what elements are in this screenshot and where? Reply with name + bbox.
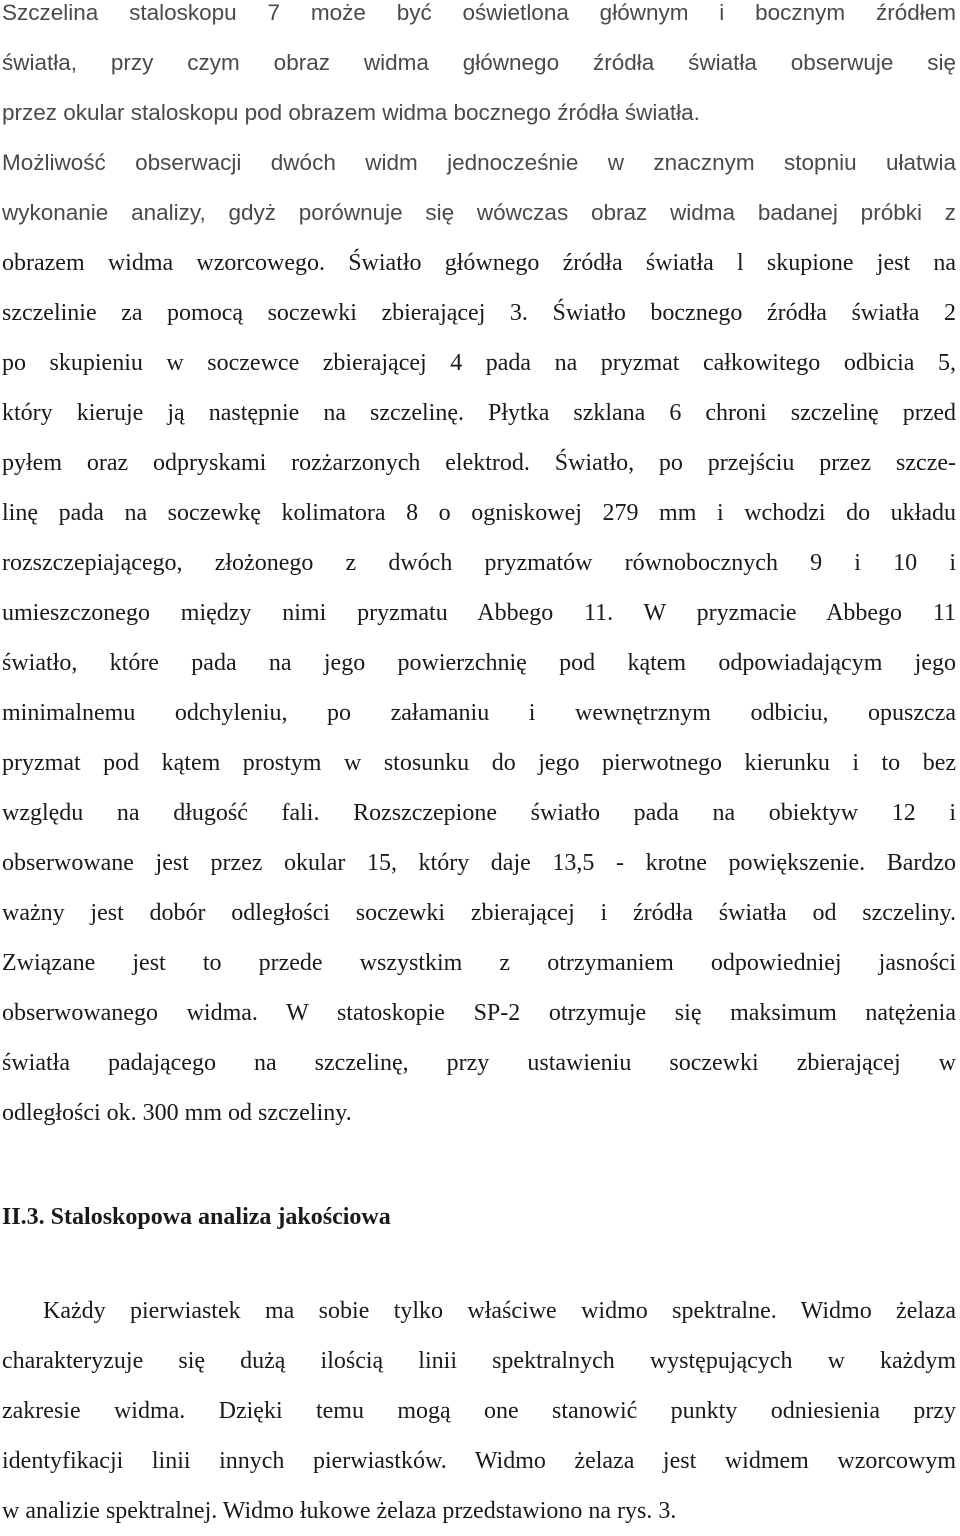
text-line: Szczelina staloskopu 7 może być oświetlona głównym i bocznym źródłem	[2, 0, 956, 25]
text-line: rozszczepiającego, złożonego z dwóch pryzmatów równobocznych 9 i 10 i	[2, 550, 956, 576]
text-line: który kieruje ją następnie na szczelinę. Płytka szklana 6 chroni szczelinę przed	[2, 400, 956, 426]
section-heading: II.3. Staloskopowa analiza jakościowa	[2, 1204, 391, 1230]
text-line: ważny jest dobór odległości soczewki zbierającej i źródła światła od szczeliny.	[2, 900, 956, 926]
text-line: Każdy pierwiastek ma sobie tylko właściwe widmo spektralne. Widmo żelaza	[43, 1298, 956, 1324]
text-line: Związane jest to przede wszystkim z otrzymaniem odpowiedniej jasności	[2, 950, 956, 976]
text-line: obrazem widma wzorcowego. Światło głównego źródła światła l skupione jest na	[2, 250, 956, 276]
text-line: obserwowanego widma. W statoskopie SP-2 otrzymuje się maksimum natężenia	[2, 1000, 956, 1026]
text-line: w analizie spektralnej. Widmo łukowe żelaza przedstawiono na rys. 3.	[2, 1498, 677, 1524]
paragraph-1-sans-part	[2, 0, 956, 238]
text-line: względu na długość fali. Rozszczepione światło pada na obiektyw 12 i	[2, 800, 956, 826]
paragraph-1-serif-part	[2, 238, 956, 1138]
text-line: światła, przy czym obraz widma głównego źródła światła obserwuje się	[2, 50, 956, 75]
text-line: szczelinie za pomocą soczewki zbierającej 3. Światło bocznego źródła światła 2	[2, 300, 956, 326]
text-line: pryzmat pod kątem prostym w stosunku do jego pierwotnego kierunku i to bez	[2, 750, 956, 776]
text-line: po skupieniu w soczewce zbierającej 4 pada na pryzmat całkowitego odbicia 5,	[2, 350, 956, 376]
text-line: minimalnemu odchyleniu, po załamaniu i wewnętrznym odbiciu, opuszcza	[2, 700, 956, 726]
text-line: światło, które pada na jego powierzchnię pod kątem odpowiadającym jego	[2, 650, 956, 676]
text-line: wykonanie analizy, gdyż porównuje się wówczas obraz widma badanej próbki z	[2, 200, 956, 225]
text-line: umieszczonego między nimi pryzmatu Abbego 11. W pryzmacie Abbego 11	[2, 600, 956, 626]
text-line: światła padającego na szczelinę, przy ustawieniu soczewki zbierającej w	[2, 1050, 956, 1076]
text-line: odległości ok. 300 mm od szczeliny.	[2, 1100, 352, 1126]
paragraph-2	[2, 1286, 956, 1536]
text-line: pyłem oraz odpryskami rozżarzonych elektrod. Światło, po przejściu przez szcze-	[2, 450, 956, 476]
text-line: identyfikacji linii innych pierwiastków. Widmo żelaza jest widmem wzorcowym	[2, 1448, 956, 1474]
text-line: linę pada na soczewkę kolimatora 8 o ogniskowej 279 mm i wchodzi do układu	[2, 500, 956, 526]
text-line: przez okular staloskopu pod obrazem widma bocznego źródła światła.	[2, 100, 700, 125]
text-line: Możliwość obserwacji dwóch widm jednocześnie w znacznym stopniu ułatwia	[2, 150, 956, 175]
text-line: obserwowane jest przez okular 15, który daje 13,5 - krotne powiększenie. Bardzo	[2, 850, 956, 876]
text-line: zakresie widma. Dzięki temu mogą one stanowić punkty odniesienia przy	[2, 1398, 956, 1424]
text-line: charakteryzuje się dużą ilością linii spektralnych występujących w każdym	[2, 1348, 956, 1374]
